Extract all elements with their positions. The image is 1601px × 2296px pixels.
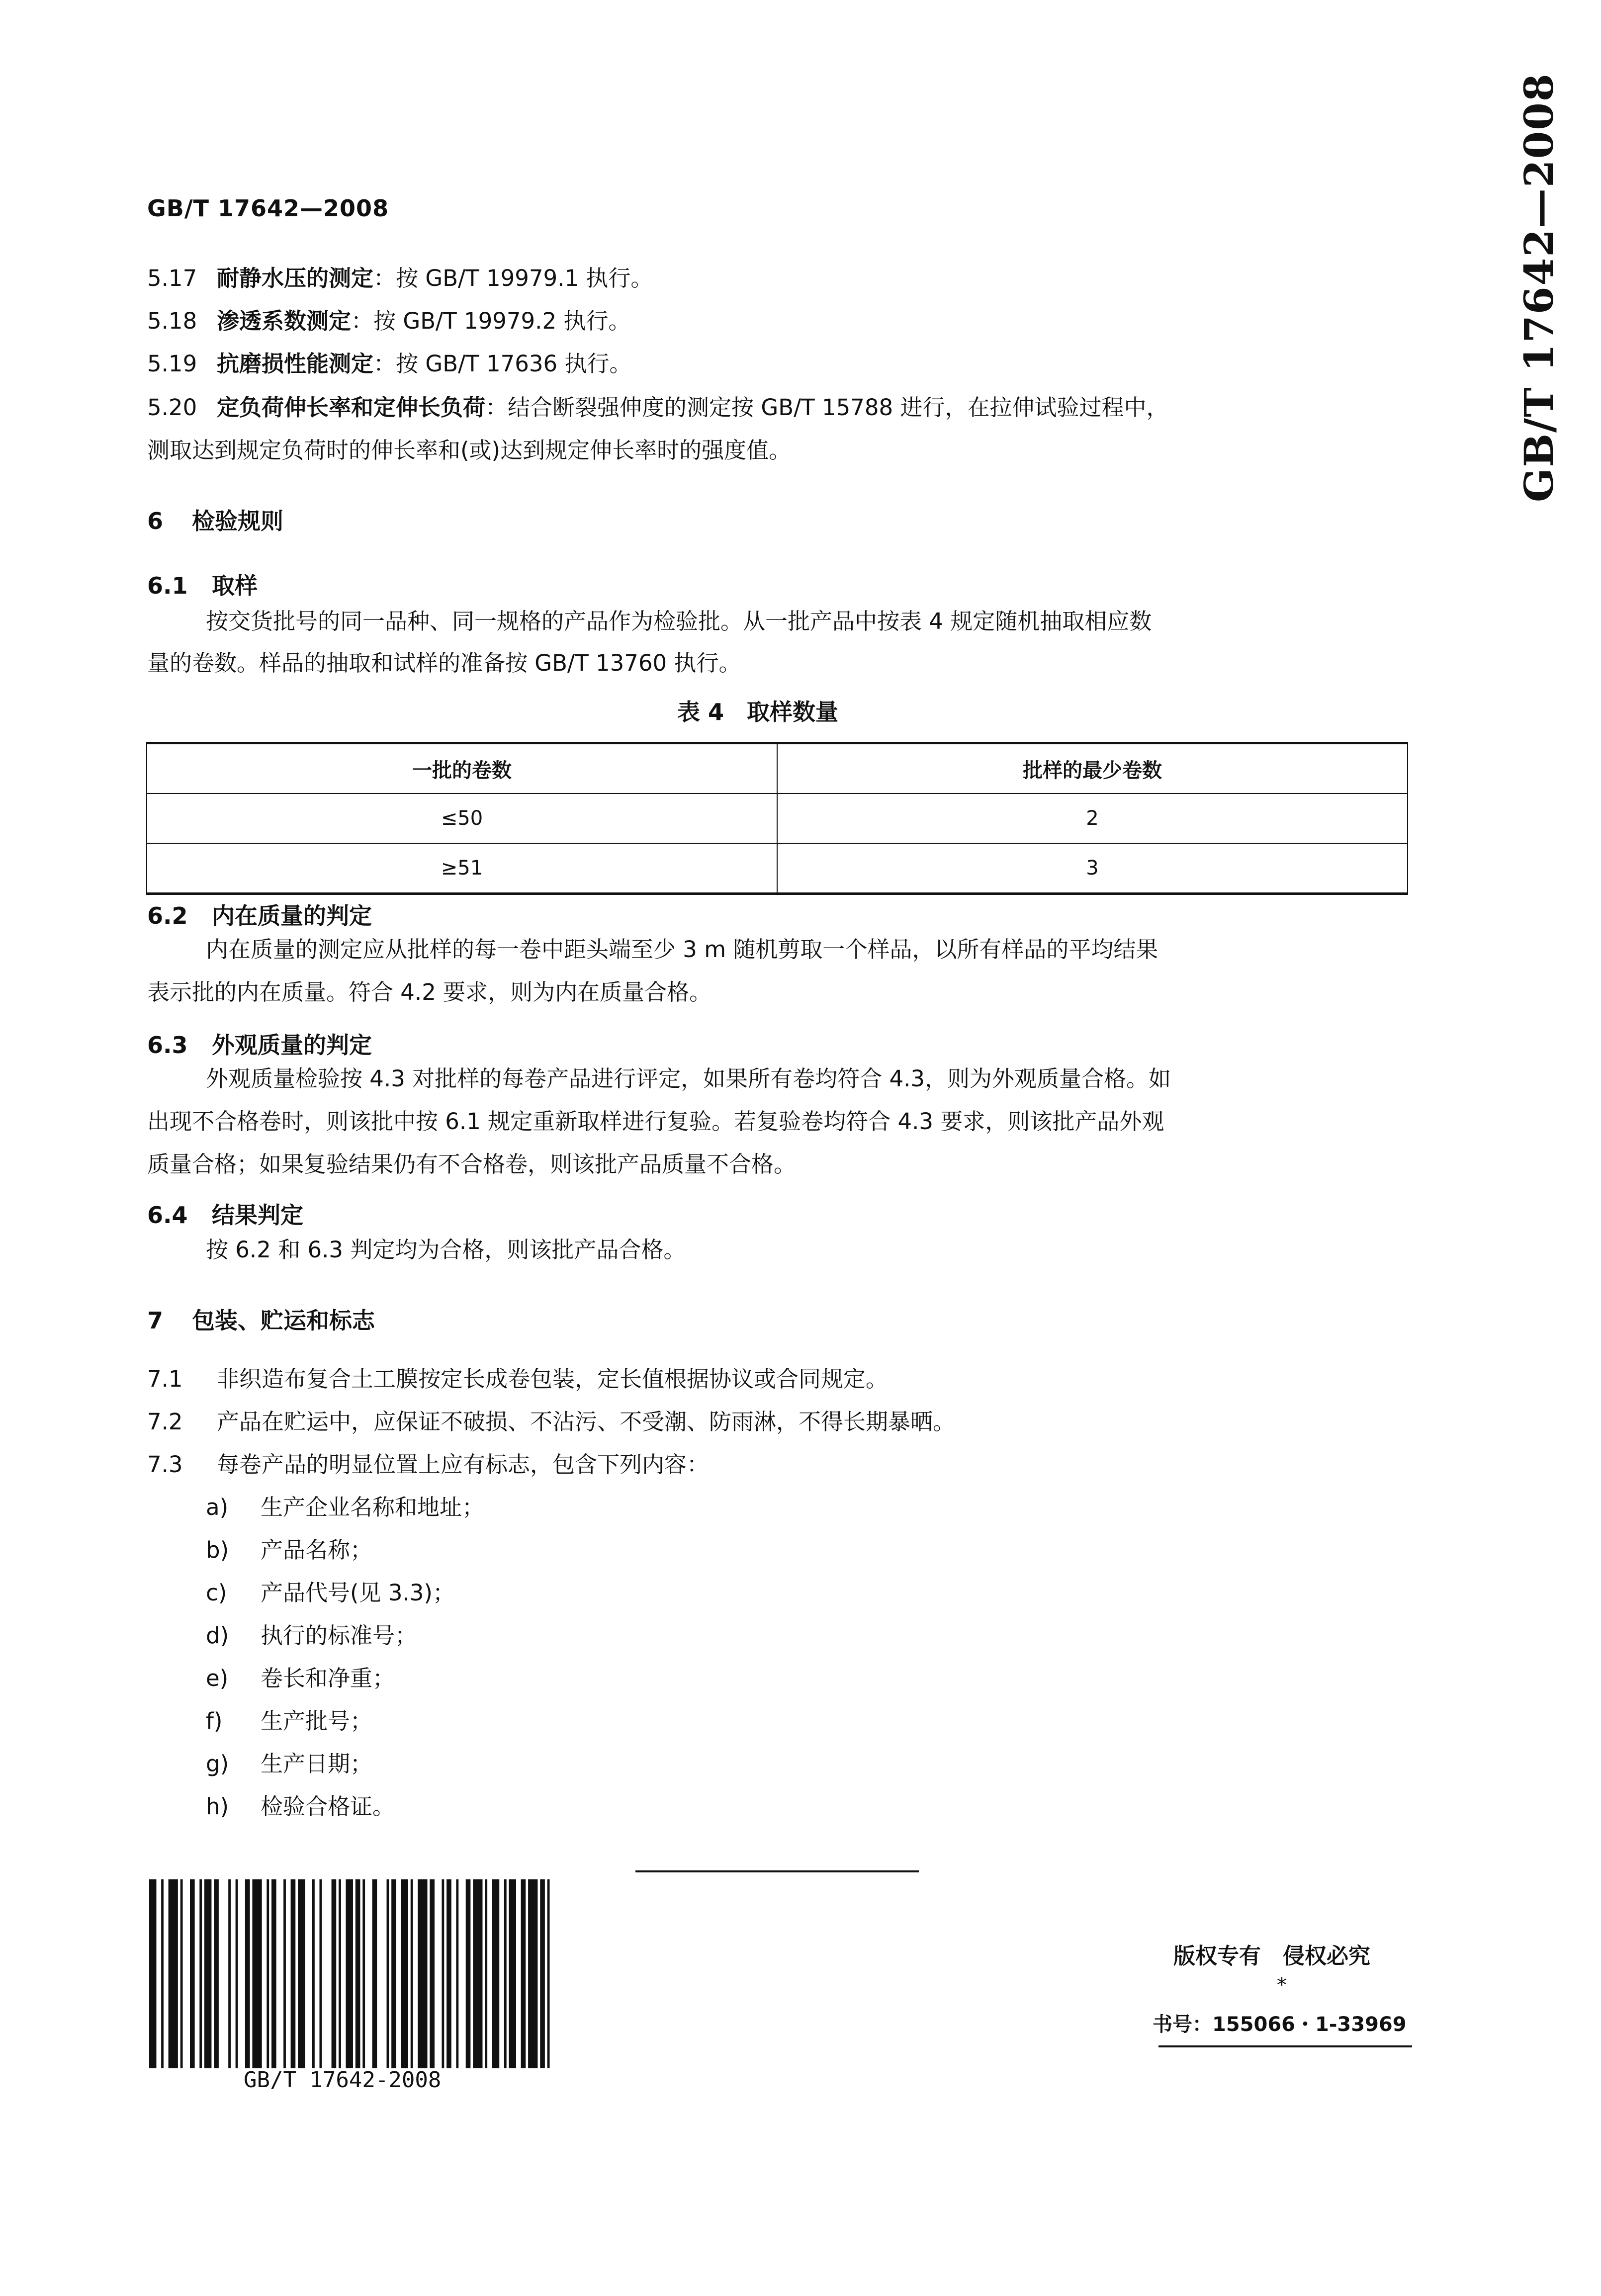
- clause-number: 7.3: [147, 1451, 183, 1478]
- barcode-bar: [214, 1879, 219, 2068]
- list-text: 卷长和净重；: [261, 1665, 395, 1691]
- barcode-bar: [418, 1879, 427, 2068]
- list-text: 生产批号；: [261, 1708, 373, 1734]
- barcode-bar: [298, 1879, 305, 2068]
- barcode-bar: [473, 1879, 482, 2068]
- table-cell: ≥51: [147, 843, 777, 894]
- table-caption: 表 4 取样数量: [677, 699, 839, 725]
- list-marker: a): [206, 1494, 229, 1520]
- barcode-bar: [180, 1879, 183, 2068]
- footer-rule: [1158, 2045, 1412, 2047]
- table-header: 批样的最少卷数: [777, 743, 1408, 794]
- barcode-bar: [401, 1879, 408, 2068]
- section-title: 检验规则: [192, 508, 283, 534]
- list-marker: h): [206, 1793, 229, 1820]
- barcode-bar: [466, 1879, 471, 2068]
- book-number: 书号：155066・1-33969: [1153, 2013, 1407, 2036]
- clause-number: 5.17: [147, 265, 197, 291]
- barcode-bar: [362, 1879, 365, 2068]
- barcode-bar: [430, 1879, 435, 2068]
- end-rule: [635, 1870, 919, 1872]
- paragraph: 内在质量的测定应从批样的每一卷中距头端至少 3 m 随机剪取一个样品，以所有样品的平均结果: [206, 936, 1158, 963]
- sampling-table: [146, 742, 1408, 895]
- barcode-bar: [161, 1879, 164, 2068]
- barcode-bar: [411, 1879, 413, 2068]
- clause-5-19: [147, 349, 631, 379]
- barcode-bar: [540, 1879, 545, 2068]
- barcode-bar: [492, 1879, 499, 2068]
- list-item: [206, 1664, 395, 1693]
- list-item: [206, 1621, 417, 1651]
- barcode-bar: [528, 1879, 537, 2068]
- clause-5-17: [147, 264, 653, 293]
- list-marker: f): [206, 1708, 223, 1734]
- barcode-bar: [391, 1879, 396, 2068]
- section-7-heading: [147, 1303, 375, 1335]
- copyright-notice: 版权专有 侵权必究: [1173, 1943, 1370, 1969]
- paragraph: 外观质量检验按 4.3 对批样的每卷产品进行评定，如果所有卷均符合 4.3，则为外观质量合格。如: [206, 1065, 1171, 1092]
- clause-7-1: [147, 1364, 888, 1394]
- list-marker: c): [206, 1580, 227, 1606]
- clause-title: 结果判定: [212, 1202, 303, 1229]
- barcode-bar: [204, 1879, 211, 2068]
- clause-text: ：按 GB/T 19979.1 执行。: [373, 265, 653, 291]
- clause-6-2-heading: [147, 898, 372, 931]
- clause-title: 抗磨损性能测定: [217, 351, 374, 377]
- list-marker: d): [206, 1622, 229, 1649]
- barcode-bar: [199, 1879, 202, 2068]
- list-item: [206, 1535, 372, 1565]
- barcode-bar: [283, 1879, 286, 2068]
- barcode-bar: [332, 1879, 337, 2068]
- section-number: 6: [147, 508, 164, 534]
- list-text: 产品代号(见 3.3)；: [261, 1580, 455, 1606]
- barcode-bar: [387, 1879, 389, 2068]
- paragraph: 按交货批号的同一品种、同一规格的产品作为检验批。从一批产品中按表 4 规定随机抽取相应数: [206, 608, 1152, 634]
- list-item: [206, 1493, 484, 1522]
- list-item: [206, 1792, 395, 1822]
- list-text: 执行的标准号；: [261, 1622, 418, 1649]
- table-header: 一批的卷数: [147, 743, 777, 794]
- barcode-bar: [190, 1879, 195, 2068]
- barcode-bar: [372, 1879, 377, 2068]
- clause-number: 7.1: [147, 1366, 183, 1392]
- barcode-bar: [169, 1879, 178, 2068]
- clause-text: 每卷产品的明显位置上应有标志，包含下列内容：: [217, 1451, 710, 1478]
- clause-number: 6.2: [147, 902, 188, 929]
- barcode-bar: [245, 1879, 250, 2068]
- paragraph: 按 6.2 和 6.3 判定均为合格，则该批产品合格。: [206, 1236, 686, 1263]
- barcode-image: [149, 1879, 557, 2068]
- list-item: [206, 1578, 455, 1608]
- clause-number: 7.2: [147, 1409, 183, 1435]
- barcode-bar: [442, 1879, 444, 2068]
- list-marker: e): [206, 1665, 229, 1691]
- clause-title: 定负荷伸长率和定伸长负荷: [217, 394, 486, 421]
- table-cell: 2: [777, 794, 1408, 843]
- barcode-bar: [149, 1879, 156, 2068]
- clause-5-20: [147, 393, 1168, 423]
- barcode-bar: [236, 1879, 238, 2068]
- clause-title: 耐静水压的测定: [217, 265, 374, 291]
- clause-number: 5.18: [147, 308, 197, 334]
- barcode-bar: [339, 1879, 341, 2068]
- barcode-bar: [312, 1879, 315, 2068]
- clause-text: ：按 GB/T 17636 执行。: [373, 351, 632, 377]
- barcode-bar: [291, 1879, 296, 2068]
- barcode-bar: [319, 1879, 322, 2068]
- barcode-bar: [271, 1879, 276, 2068]
- paragraph: 表示批的内在质量。符合 4.2 要求，则为内在质量合格。: [147, 979, 712, 1005]
- clause-5-20-cont: 测取达到规定负荷时的伸长率和(或)达到规定伸长率时的强度值。: [147, 437, 792, 463]
- barcode-bar: [547, 1879, 550, 2068]
- side-std-label: GB/T 17642—2008: [1515, 73, 1562, 502]
- list-text: 检验合格证。: [261, 1793, 395, 1820]
- clause-6-3-heading: [147, 1027, 372, 1060]
- table-cell: ≤50: [147, 794, 777, 843]
- table-header-row: [147, 743, 1408, 794]
- clause-title: 取样: [212, 572, 258, 599]
- barcode-bar: [521, 1879, 526, 2068]
- clause-text: 产品在贮运中，应保证不破损、不沾污、不受潮、防雨淋，不得长期暴晒。: [217, 1409, 956, 1435]
- section-title: 包装、贮运和标志: [192, 1307, 375, 1334]
- clause-number: 6.1: [147, 572, 188, 599]
- clause-title: 渗透系数测定: [217, 308, 352, 334]
- list-item: [206, 1749, 372, 1779]
- clause-text: ：结合断裂强伸度的测定按 GB/T 15788 进行，在拉伸试验过程中，: [485, 394, 1169, 421]
- clause-title: 内在质量的判定: [212, 902, 372, 929]
- paragraph: 量的卷数。样品的抽取和试样的准备按 GB/T 13760 执行。: [147, 650, 741, 676]
- table-row: [147, 843, 1408, 894]
- table-row: [147, 794, 1408, 843]
- barcode-bar: [504, 1879, 507, 2068]
- paragraph: 出现不合格卷时，则该批中按 6.1 规定重新取样进行复验。若复验卷均符合 4.3 要求，则该批产品外观: [147, 1108, 1164, 1135]
- section-6-heading: [147, 503, 283, 536]
- clause-title: 外观质量的判定: [212, 1032, 372, 1059]
- list-text: 生产日期；: [261, 1751, 373, 1777]
- barcode-bar: [228, 1879, 231, 2068]
- table-cell: 3: [777, 843, 1408, 894]
- clause-6-1-heading: [147, 568, 258, 601]
- barcode-bar: [456, 1879, 458, 2068]
- clause-7-3: [147, 1450, 709, 1480]
- clause-6-4-heading: [147, 1197, 303, 1230]
- clause-number: 5.20: [147, 394, 197, 421]
- clause-5-18: [147, 306, 630, 336]
- barcode-bar: [252, 1879, 262, 2068]
- barcode-bar: [485, 1879, 487, 2068]
- barcode-bar: [356, 1879, 360, 2068]
- clause-text: ：按 GB/T 19979.2 执行。: [351, 308, 631, 334]
- clause-text: 非织造布复合土工膜按定长成卷包装，定长值根据协议或合同规定。: [217, 1366, 889, 1392]
- list-marker: g): [206, 1751, 229, 1777]
- barcode-bar: [346, 1879, 353, 2068]
- clause-7-2: [147, 1407, 955, 1437]
- clause-number: 5.19: [147, 351, 197, 377]
- section-number: 7: [147, 1307, 164, 1334]
- barcode-text: GB/T 17642-2008: [244, 2067, 442, 2093]
- barcode-bar: [446, 1879, 451, 2068]
- clause-number: 6.3: [147, 1032, 188, 1059]
- page-header-std-number: GB/T 17642—2008: [147, 195, 389, 222]
- list-marker: b): [206, 1537, 229, 1563]
- barcode-bar: [267, 1879, 269, 2068]
- list-item: [206, 1706, 372, 1736]
- clause-number: 6.4: [147, 1202, 188, 1229]
- list-text: 生产企业名称和地址；: [261, 1494, 485, 1520]
- barcode-bar: [509, 1879, 516, 2068]
- star-mark: *: [1277, 1974, 1287, 1997]
- list-text: 产品名称；: [261, 1537, 373, 1563]
- paragraph: 质量合格；如果复验结果仍有不合格卷，则该批产品质量不合格。: [147, 1151, 797, 1177]
